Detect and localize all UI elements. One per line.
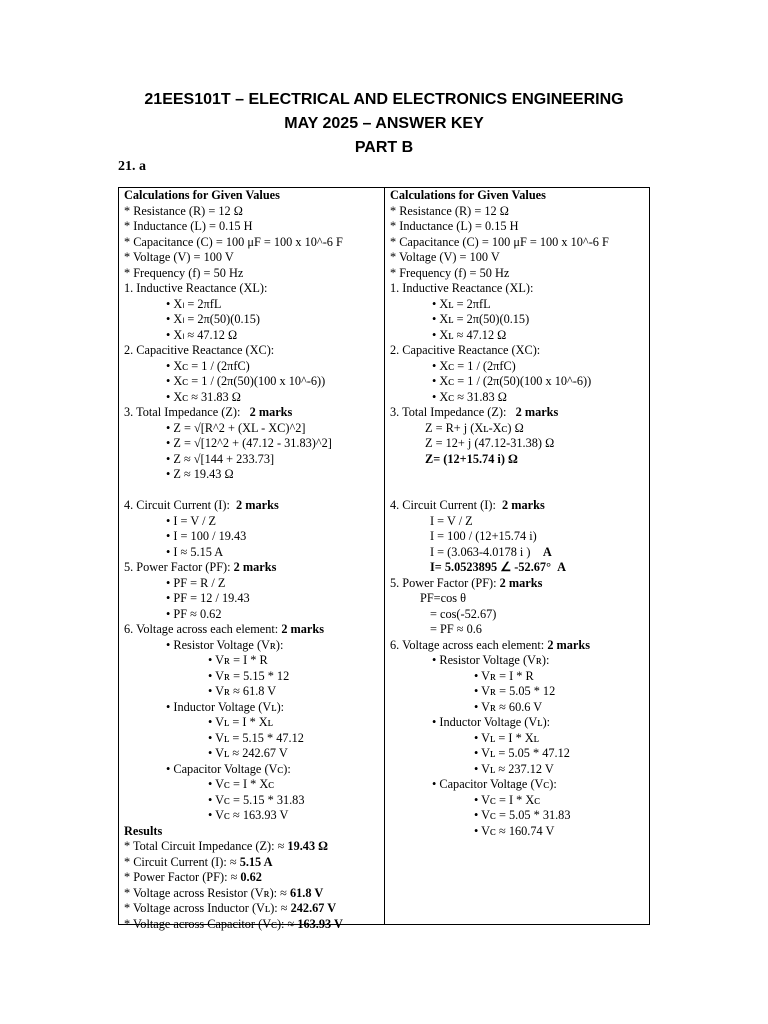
- spacer: [390, 483, 648, 499]
- marks-label: 2 marks: [499, 575, 543, 590]
- given-line: * Resistance (R) = 12 Ω: [390, 203, 509, 218]
- equation-line: • Z = √[12^2 + (47.12 - 31.83)^2]: [166, 436, 332, 450]
- step-heading-line: [390, 576, 648, 592]
- sub-heading: • Capacitor Voltage (Vᴄ):: [166, 761, 291, 776]
- given-line: * Capacitance (C) = 100 μF = 100 x 10^-6 F: [124, 234, 343, 249]
- sub-heading: • Inductor Voltage (Vʟ):: [166, 699, 285, 714]
- result-value: 5.15 A: [239, 854, 273, 869]
- step-heading-line: [124, 498, 382, 514]
- unit-label: A: [542, 544, 552, 559]
- marks-label: 2 marks: [236, 498, 279, 512]
- equation-line: • Xʟ ≈ 47.12 Ω: [432, 327, 507, 342]
- equation-line: • Vʀ = 5.15 * 12: [208, 668, 290, 683]
- equation-line: = cos(-52.67): [430, 606, 497, 621]
- result-label: * Circuit Current (I): ≈: [124, 854, 240, 869]
- equation-line: • Xʟ = 2π(50)(0.15): [432, 312, 530, 326]
- equation-line: • PF ≈ 0.62: [166, 606, 222, 621]
- equation-line: • Z ≈ √[144 + 233.73]: [166, 451, 275, 466]
- given-line: * Frequency (f) = 50 Hz: [124, 265, 244, 280]
- equation-line: • Vʟ = I * Xʟ: [474, 730, 539, 745]
- equation-line: Z = 12+ j (47.12-31.38) Ω: [425, 436, 555, 450]
- equation-line: • Xₗ = 2π(50)(0.15): [166, 312, 260, 326]
- equation-line: • Xᴄ = 1 / (2πfC): [432, 358, 516, 373]
- equation-line: [390, 545, 648, 561]
- step-heading-line: [390, 498, 648, 514]
- step-heading: 5. Power Factor (PF):: [124, 560, 231, 574]
- step-heading: 2. Capacitive Reactance (XC):: [124, 343, 275, 357]
- equation-line: • Vʟ ≈ 237.12 V: [474, 761, 554, 776]
- equation-line: • I = 100 / 19.43: [166, 529, 247, 543]
- equation-line: • Xᴄ = 1 / (2π(50)(100 x 10^-6)): [432, 374, 592, 388]
- equation-line: • Xᴄ ≈ 31.83 Ω: [166, 389, 241, 404]
- results-heading: Results: [124, 823, 163, 838]
- part-heading: PART B: [354, 139, 414, 156]
- equation-line: • Vᴄ = I * Xᴄ: [474, 792, 541, 807]
- given-line: * Voltage (V) = 100 V: [124, 250, 234, 264]
- sub-heading: • Capacitor Voltage (Vᴄ):: [432, 777, 557, 791]
- result-line: [124, 886, 382, 902]
- step-heading: 1. Inductive Reactance (XL):: [390, 281, 534, 295]
- equation-line: • Vʟ = 5.15 * 47.12: [208, 730, 304, 745]
- equation-line: [390, 560, 648, 576]
- equation-line: • Z = √[R^2 + (XL - XC)^2]: [166, 420, 306, 435]
- left-title: Calculations for Given Values: [124, 188, 280, 202]
- question-label: 21. a: [118, 159, 146, 174]
- step-heading: 5. Power Factor (PF):: [390, 575, 497, 590]
- given-line: * Resistance (R) = 12 Ω: [124, 203, 243, 218]
- step-heading: 3. Total Impedance (Z):: [124, 405, 241, 419]
- equation-line: • Xᴄ ≈ 31.83 Ω: [432, 389, 507, 404]
- result-line: [124, 870, 382, 886]
- marks-label: 2 marks: [233, 560, 277, 574]
- step-heading: 2. Capacitive Reactance (XC):: [390, 343, 541, 357]
- result-line: [124, 901, 382, 917]
- equation-line: = PF ≈ 0.6: [430, 622, 482, 636]
- sub-heading: • Resistor Voltage (Vʀ):: [432, 653, 550, 667]
- given-line: * Voltage (V) = 100 V: [390, 250, 500, 264]
- equation-line: Z = R+ j (Xʟ-Xᴄ) Ω: [425, 420, 524, 435]
- equation-line: • Vʀ = I * R: [474, 668, 534, 683]
- marks-label: 2 marks: [249, 405, 293, 419]
- result-label: * Voltage across Resistor (Vʀ): ≈: [124, 885, 290, 900]
- given-line: * Frequency (f) = 50 Hz: [390, 265, 510, 280]
- result-label: * Power Factor (PF): ≈: [124, 870, 241, 884]
- step-heading: 4. Circuit Current (I):: [124, 498, 230, 512]
- equation-line: • I ≈ 5.15 A: [166, 544, 224, 559]
- result-label: * Voltage across Inductor (Vʟ): ≈: [124, 901, 291, 915]
- current-polar: I= 5.0523895 ∠ -52.67°: [430, 560, 551, 574]
- equation-line: • Vᴄ ≈ 160.74 V: [474, 823, 555, 838]
- equation-line: • Xₗ = 2πfL: [166, 296, 222, 311]
- result-value: 163.93 V: [297, 916, 343, 931]
- equation-line: I = 100 / (12+15.74 i): [430, 529, 537, 543]
- marks-label: 2 marks: [281, 622, 325, 636]
- equation-line: • I = V / Z: [166, 513, 217, 528]
- equation-line: • Vᴄ = I * Xᴄ: [208, 777, 275, 791]
- right-column: [390, 188, 648, 839]
- equation-line: • Xₗ ≈ 47.12 Ω: [166, 327, 238, 342]
- result-value: 61.8 V: [289, 885, 324, 900]
- equation-line: • Vᴄ = 5.05 * 31.83: [474, 808, 571, 822]
- equation-line: • Xᴄ = 1 / (2πfC): [166, 358, 250, 373]
- step-heading: 6. Voltage across each element:: [390, 637, 545, 652]
- step-heading: 3. Total Impedance (Z):: [390, 405, 507, 419]
- equation-line: • PF = 12 / 19.43: [166, 591, 250, 605]
- equation-line: • Vʀ = I * R: [208, 653, 268, 667]
- equation-line: • Vʀ ≈ 60.6 V: [474, 699, 543, 714]
- equation-line: • PF = R / Z: [166, 575, 226, 590]
- answer-table: [118, 187, 650, 931]
- exam-session: MAY 2025 – ANSWER KEY: [284, 115, 484, 132]
- equation-line: • Vʀ ≈ 61.8 V: [208, 684, 277, 698]
- marks-label: 2 marks: [515, 405, 559, 419]
- equation-line: • Z ≈ 19.43 Ω: [166, 467, 234, 481]
- step-heading-line: [124, 622, 382, 638]
- given-line: * Capacitance (C) = 100 μF = 100 x 10^-6 F: [390, 234, 609, 249]
- equation-line: • Vʀ = 5.05 * 12: [474, 684, 556, 698]
- result-line: [124, 855, 382, 871]
- equation-line: • Vʟ = 5.05 * 47.12: [474, 746, 570, 760]
- result-value: 0.62: [240, 870, 262, 884]
- equation-line: • Xᴄ = 1 / (2π(50)(100 x 10^-6)): [166, 374, 326, 388]
- equation-line: • Vʟ ≈ 242.67 V: [208, 746, 288, 760]
- step-heading: 1. Inductive Reactance (XL):: [124, 281, 268, 295]
- spacer: [390, 467, 648, 483]
- equation-line: • Vᴄ ≈ 163.93 V: [208, 808, 289, 822]
- equation-line: Z= (12+15.74 i) Ω: [425, 451, 518, 466]
- step-heading: 6. Voltage across each element:: [124, 622, 279, 636]
- result-label: * Total Circuit Impedance (Z): ≈: [124, 839, 288, 853]
- result-label: * Voltage across Capacitor (Vᴄ): ≈: [124, 916, 298, 931]
- left-column: [124, 188, 382, 932]
- given-line: * Inductance (L) = 0.15 H: [390, 219, 519, 233]
- marks-label: 2 marks: [502, 498, 545, 512]
- equation-line: • Xʟ = 2πfL: [432, 296, 491, 311]
- step-heading-line: [124, 405, 382, 421]
- step-heading-line: [124, 560, 382, 576]
- result-line: [124, 839, 382, 855]
- equation-line: • Vᴄ = 5.15 * 31.83: [208, 792, 305, 807]
- result-value: 19.43 Ω: [287, 839, 329, 853]
- step-heading-line: [390, 405, 648, 421]
- given-line: * Inductance (L) = 0.15 H: [124, 219, 253, 233]
- equation-line: PF=cos θ: [420, 591, 466, 605]
- equation-line: I = V / Z: [430, 513, 473, 528]
- marks-label: 2 marks: [547, 637, 591, 652]
- result-line: [124, 917, 382, 933]
- sub-heading: • Inductor Voltage (Vʟ):: [432, 715, 551, 729]
- right-title: Calculations for Given Values: [390, 188, 546, 202]
- current-rectangular: I = (3.063-4.0178 i ): [430, 544, 531, 559]
- equation-line: • Vʟ = I * Xʟ: [208, 715, 273, 729]
- document-title: 21EES101T – ELECTRICAL AND ELECTRONICS ENGINEERING: [144, 91, 624, 108]
- spacer: [124, 483, 382, 499]
- step-heading: 4. Circuit Current (I):: [390, 498, 496, 512]
- column-divider: [384, 188, 385, 924]
- result-value: 242.67 V: [290, 901, 337, 915]
- step-heading-line: [390, 638, 648, 654]
- unit-label: A: [557, 560, 567, 574]
- sub-heading: • Resistor Voltage (Vʀ):: [166, 637, 284, 652]
